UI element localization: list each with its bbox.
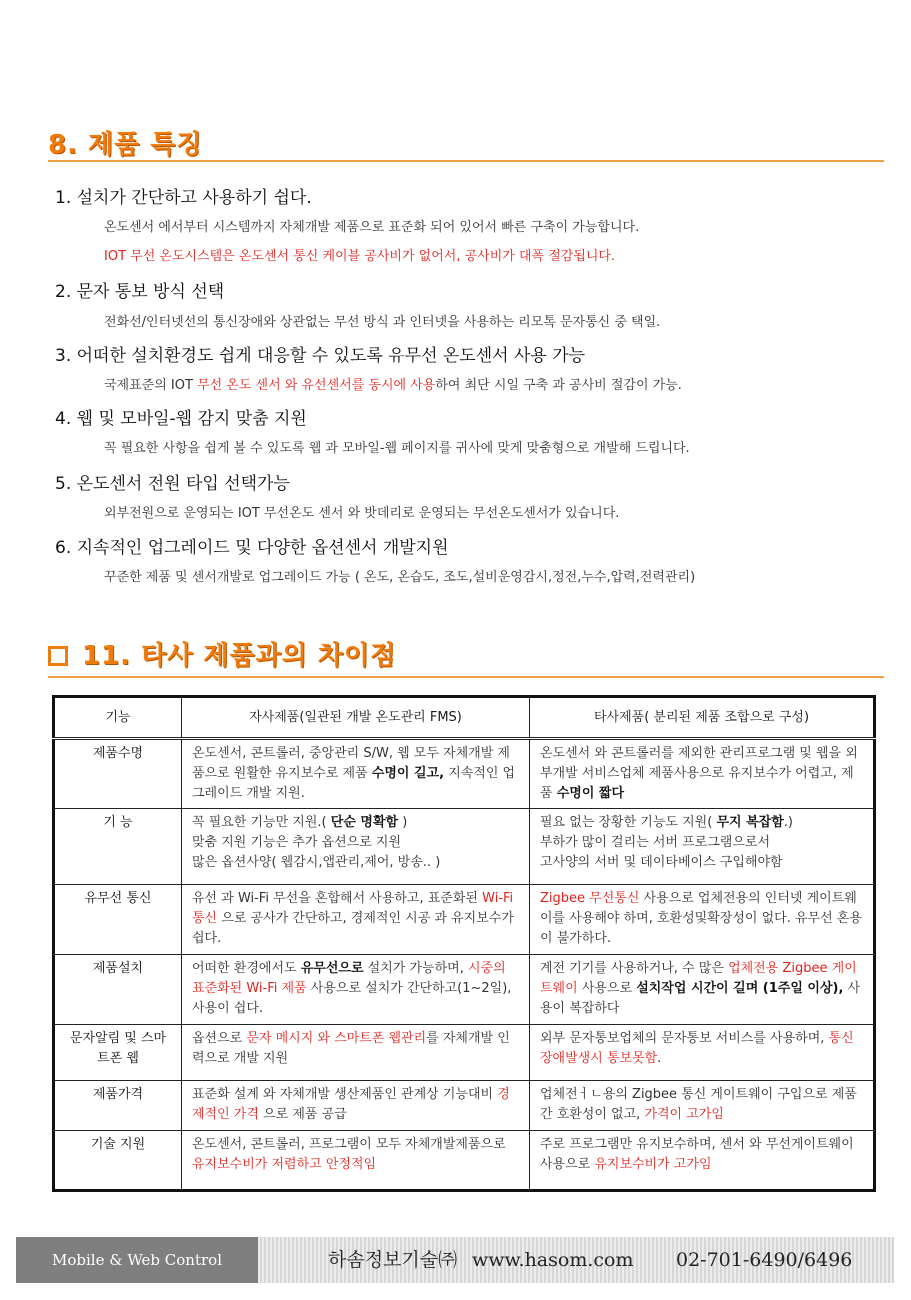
cell-ours [182,809,530,885]
cell-text: 꼭 필요한 기능만 지원.( [192,815,331,830]
feature-1-heading: 1. 설치가 간단하고 사용하기 쉽다. [55,188,312,208]
cell-text: 사용이 복잡하다 [540,981,861,1016]
cell-theirs [530,1081,875,1131]
footer-tagline: Mobile & Web Control [16,1237,258,1283]
section-11-title-text: 11. 타사 제품과의 차이점 [82,641,397,671]
cell-theirs [530,739,875,809]
cell-text: 필요 없는 장황한 기능도 지원( [540,815,717,830]
cell-text: .) [783,815,793,830]
cell-text: 수명이 길고, [371,766,445,781]
cell-text: 수명이 짧다 [556,786,625,801]
footer-website[interactable]: www.hasom.com [472,1249,634,1271]
feature-3-heading: 3. 어떠한 설치환경도 쉽게 대응할 수 있도록 유무선 온도센서 사용 가능 [55,346,586,366]
cell-ours [182,955,530,1025]
table-row [54,885,875,955]
cell-text: 어떠한 환경에서도 [192,961,301,976]
section-8-title: 8. 제품 특징 [48,130,203,160]
cell-theirs [530,885,875,955]
cell-text: 업체전ㅓㄴ용의 Zigbee 통신 게이트웨이 구입으로 제품간 호환성이 없고, [540,1087,857,1122]
feature-5-heading: 5. 온도센서 전원 타입 선택가능 [55,474,290,494]
cell-text: 유선 과 Wi-Fi 무선을 혼합해서 사용하고, 표준화된 [192,891,483,906]
cell-text: 으로 제품 공급 [258,1107,347,1122]
cell-text: 부하가 많이 걸리는 서버 프로그램으로서 [540,835,771,850]
feature-4-heading: 4. 웹 및 모바일-웹 감지 맞춤 지원 [55,409,307,429]
footer-bar [16,1237,894,1283]
row-label: 기 능 [54,809,182,885]
cell-ours [182,1025,530,1081]
table-header-row [54,697,875,739]
feature-1-desc: 온도센서 에서부터 시스템까지 자체개발 제품으로 표준화 되어 있어서 빠른 구축이 가능합니다. [104,220,640,235]
cell-text: 업체전용 Zigbee 게이트웨이 [540,961,857,996]
cell-text: 가격이 고가임 [644,1107,724,1122]
header-ours: 자사제품(일관된 개발 온도관리 FMS) [182,697,530,739]
header-feature: 기능 [54,697,182,739]
feature-2-desc: 전화선/인터넷선의 통신장애와 상관없는 무선 방식 과 인터넷을 사용하는 리모톡 문자통신 중 택일. [104,315,661,330]
cell-text: 지속적인 업그레이드 개발 지원. [192,766,516,801]
cell-text: 유지보수비가 고가임 [594,1157,712,1172]
cell-text: Zigbee 무선통신 [540,891,640,906]
cell-text: 단순 명확함 [330,815,399,830]
row-label: 기술 지원 [54,1131,182,1191]
cell-ours [182,739,530,809]
feature-2-heading: 2. 문자 통보 방식 선택 [55,282,225,302]
cell-text: 많은 옵션사양( 웹감시,앱관리,제어, 방송.. ) [192,855,441,870]
table-row [54,1081,875,1131]
cell-text: 온도센서, 콘트롤러, 프로그램이 모두 자체개발제품으로 [192,1137,506,1152]
cell-text: 계전 기기를 사용하거나, 수 많은 [540,961,729,976]
cell-text: 주로 프로그램만 유지보수하며, 센서 와 무선게이트웨이 사용으로 [540,1137,854,1172]
table-row [54,955,875,1025]
cell-text: ) [398,815,408,830]
table-row [54,739,875,809]
footer-company: 하솜정보기술㈜ [328,1249,458,1271]
feature-3-desc [104,374,682,393]
cell-text: 외부 문자통보업체의 문자통보 서비스를 사용하며, [540,1031,829,1046]
cell-ours [182,1081,530,1131]
cell-text: 문자 메시지 와 스마트폰 웹관리 [246,1031,427,1046]
cell-text: 시중의 표준화된 Wi-Fi 제품 [192,961,506,996]
cell-text: 고사양의 서버 및 데이타베이스 구입해야함 [540,855,783,870]
row-label: 제품가격 [54,1081,182,1131]
cell-text: 설치가 가능하며, [363,961,468,976]
cell-text: 유무선으로 [300,961,364,976]
feature-6-heading: 6. 지속적인 업그레이드 및 다양한 옵션센서 개발지원 [55,538,449,558]
cell-theirs [530,1025,875,1081]
table-row [54,1131,875,1191]
cell-text: 를 자체개발 인력으로 개발 지원 [192,1031,510,1066]
cell-theirs [530,1131,875,1191]
cell-text: 으로 공사가 간단하고, 경제적인 시공 과 유지보수가 쉽다. [192,911,514,946]
cell-text: 맞춤 지원 기능은 추가 옵션으로 지원 [192,835,402,850]
cell-text: 온도센서, 콘트롤러, 중앙관리 S/W, 웹 모두 자체개발 제품으로 원활한 유지보수로 제품 [192,746,510,781]
cell-text: Wi-Fi 통신 [192,891,514,926]
checkbox-icon [48,646,68,666]
section-8-divider [48,160,884,162]
cell-text: 사용으로 업체전용의 인터넷 게이트웨이를 사용해야 하며, 호환성및확장성이 없다. 유무선 혼용이 불가하다. [540,891,862,946]
feature-3-desc-b: 하여 최단 시일 구축 과 공사비 절감이 가능. [435,378,682,393]
feature-5-desc: 외부전원으로 운영되는 IOT 무선온도 센서 와 밧데리로 운영되는 무선온도센서가 있습니다. [104,506,620,521]
feature-1-desc-highlight: IOT 무선 온도시스템은 온도센서 통신 케이블 공사비가 없어서, 공사비가 대폭 절감됩니다. [104,249,616,264]
feature-3-desc-a: 국제표준의 IOT [104,378,198,393]
cell-text: 통신장애발생시 통보못함 [540,1031,854,1066]
section-11-divider [48,676,884,678]
comparison-table [52,695,876,1192]
cell-text: 표준화 설계 와 자체개발 생산제품인 관계상 기능대비 [192,1087,498,1102]
cell-theirs [530,809,875,885]
row-label: 유무선 통신 [54,885,182,955]
row-label: 제품설치 [54,955,182,1025]
cell-text: 유지보수비가 저렴하고 안정적임 [192,1157,377,1172]
row-label: 제품수명 [54,739,182,809]
feature-6-desc: 꾸준한 제품 및 센서개발로 업그레이드 가능 ( 온도, 온습도, 조도,설비운영감시,정전,누수,압력,전력관리) [104,570,696,585]
feature-3-desc-highlight: 무선 온도 센서 와 유선센서를 동시에 사용 [197,378,436,393]
cell-text: 온도센서 와 콘트롤러를 제외한 관리프로그램 및 웹을 외부개발 서비스업체 제품사용으로 유지보수가 어렵고, 제품 [540,746,858,801]
cell-text: 사용으로 설치가 간단하고(1~2일),사용이 쉽다. [192,981,512,1016]
row-label: 문자알림 및 스마트폰 웹 [54,1025,182,1081]
header-theirs: 타사제품( 분리된 제품 조합으로 구성) [530,697,875,739]
cell-text: 옵션으로 [192,1031,247,1046]
cell-text: 경제적인 가격 [192,1087,510,1122]
table-row [54,1025,875,1081]
footer-phone: 02-701-6490/6496 [676,1249,853,1271]
section-11-title [48,635,396,672]
cell-text: 사용으로 [577,981,637,996]
table-row [54,809,875,885]
feature-4-desc: 꼭 필요한 사항을 쉽게 볼 수 있도록 웹 과 모바일-웹 페이지를 귀사에 맞게 맞춤형으로 개발해 드립니다. [104,441,690,456]
cell-text: 설치작업 시간이 길며 (1주일 이상), [636,981,844,996]
cell-text: . [657,1051,662,1066]
cell-text: 무지 복잡함 [716,815,784,830]
cell-theirs [530,955,875,1025]
cell-ours [182,1131,530,1191]
cell-ours [182,885,530,955]
table-body [54,739,875,1191]
